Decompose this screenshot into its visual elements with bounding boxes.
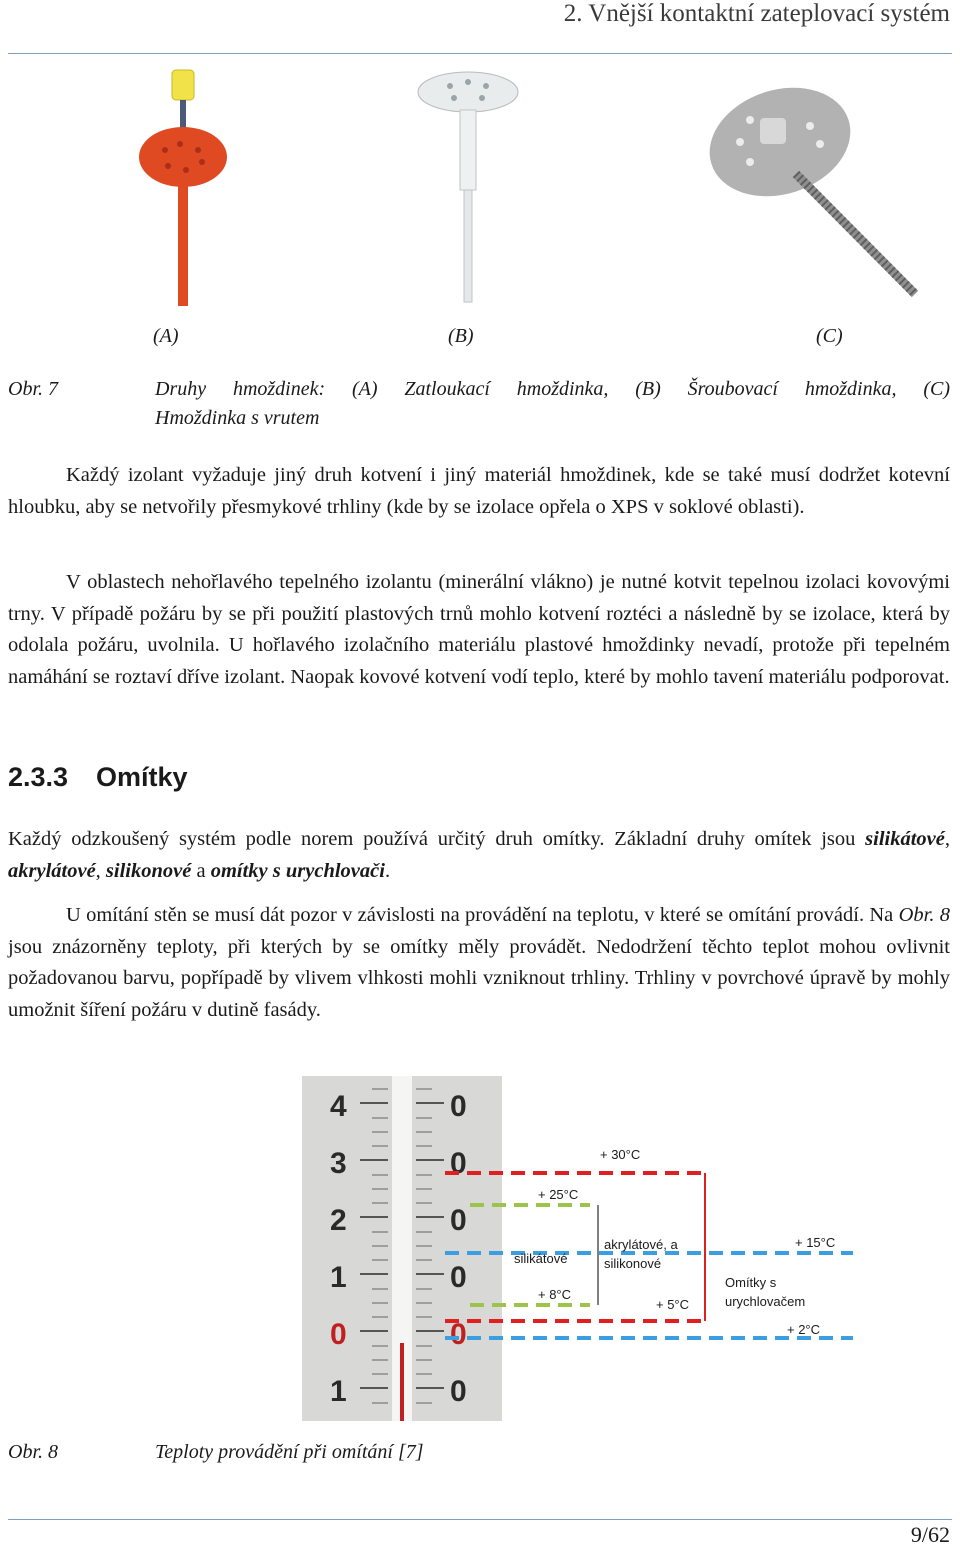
page-number: 9/62 [910,1522,950,1547]
scale-right-label: 0 [450,1090,467,1123]
paragraph-3-lead: Každý odzkoušený systém podle norem používá určitý druh omítky. Základní druhy omítek jsou [8,828,866,850]
label-green-top: + 25°C [538,1187,579,1202]
scale-right-label: 0 [450,1375,467,1408]
figure-7-caption-number: Obr. 7 [8,378,59,400]
sentence-end: . [384,859,391,882]
scale-right-label: 0 [450,1147,467,1180]
paragraph-4-part-a: U omítání stěn se musí dát pozor v závislosti na provádění na teplotu, v které se omítání provádí. Na [66,904,899,926]
figure-7-dowels [120,62,940,312]
dowel-with-screw-illustration [695,70,915,294]
scale-right-label: 0 [450,1261,467,1294]
scale-left-label: 0 [330,1318,347,1351]
separator: a [191,859,211,882]
term-acrylic: akrylátové [8,859,96,882]
figure-7-label-a: (A) [153,325,179,347]
label-green-bottom: + 8°C [538,1287,572,1302]
label-acrylic-line2: silikonové [604,1256,662,1271]
paragraph-1: Každý izolant vyžaduje jiný druh kotvení i jiný materiál hmoždinek, kde se také musí dodržet kotevní hloubku, aby se netvořily přesmykové trhliny (kde by se izolace opřela o XPS v soklové oblasti). [8,464,950,518]
section-heading [8,762,188,793]
paragraph-temperature [8,900,950,1026]
figure-7-caption-line1: Druhy hmoždinek: (A) Zatloukací hmoždinka, (B) Šroubovací hmoždinka, (C) [155,378,950,400]
paragraph-3 [8,824,950,887]
figure-8-reference: Obr. 8 [898,904,950,926]
paragraph-4-part-b: jsou znázorněny teploty, při kterých by se omítky měly provádět. Nedodržení těchto teplot mohou ovlivnit požadovanou barvu, popřípadě by vlivem vlhkosti mohli vzniknout trhliny. Trhliny v povrchové úpravě by mohly umožnit šíření požáru v dutině fasády. [8,935,950,1021]
screw-dowel-illustration [418,72,518,302]
label-accelerated-line1: Omítky s [725,1275,777,1290]
figure-8-temperature-diagram [300,1073,860,1423]
scale-left-label: 1 [330,1375,347,1408]
label-accelerated-line2: urychlovačem [725,1294,806,1309]
header-rule [8,53,952,54]
figure-7-caption-line2: Hmoždinka s vrutem [155,407,320,429]
section-number: 2.3.3 [8,762,69,792]
label-acrylic-line1: akrylátové, a [604,1237,678,1252]
scale-left-label: 4 [330,1090,347,1123]
term-silicate: silikátové [865,828,945,850]
figure-8-caption-number: Obr. 8 [8,1441,59,1463]
label-blue-top: + 15°C [795,1235,836,1250]
paragraph-plaster-types [8,824,950,887]
separator: , [95,859,106,882]
footer-rule [8,1519,952,1520]
figure-7-label-c: (C) [816,325,843,347]
scale-left-label: 2 [330,1204,347,1237]
paragraph-anchoring [8,460,950,523]
term-accelerated: omítky s urychlovači [210,859,385,882]
label-red-bottom: + 5°C [656,1297,690,1312]
term-silicone: silikonové [105,859,192,882]
running-header-title: 2. Vnější kontaktní zateplovací systém [563,0,950,27]
label-silicate: silikátové [514,1251,568,1266]
scale-right-label: 0 [450,1318,467,1351]
figure-7-label-b: (B) [448,325,474,347]
section-title: Omítky [96,762,188,792]
label-red-top: + 30°C [600,1147,641,1162]
separator: , [944,828,950,850]
paragraph-fire [8,567,950,693]
scale-right-label: 0 [450,1204,467,1237]
paragraph-4 [8,900,950,1026]
hammer-dowel-illustration [139,70,227,306]
label-blue-bottom: + 2°C [787,1322,821,1337]
scale-left-label: 1 [330,1261,347,1294]
figure-8-caption: Teploty provádění při omítání [7] [155,1441,424,1463]
scale-left-label: 3 [330,1147,347,1180]
paragraph-2: V oblastech nehořlavého tepelného izolantu (minerální vlákno) je nutné kotvit tepelnou izolaci kovovými trny. V případě požáru by se při použití plastových trnů mohlo kotvení roztéci a následně by se izolace, která by odolala požáru, uvolnila. U hořlavého izolačního materiálu plastové hmoždinky nevadí, protože při tepelném namáhání se roztaví dříve izolant. Naopak kovové kotvení vodí teplo, které by mohlo tavení materiálu podporovat. [8,571,950,688]
